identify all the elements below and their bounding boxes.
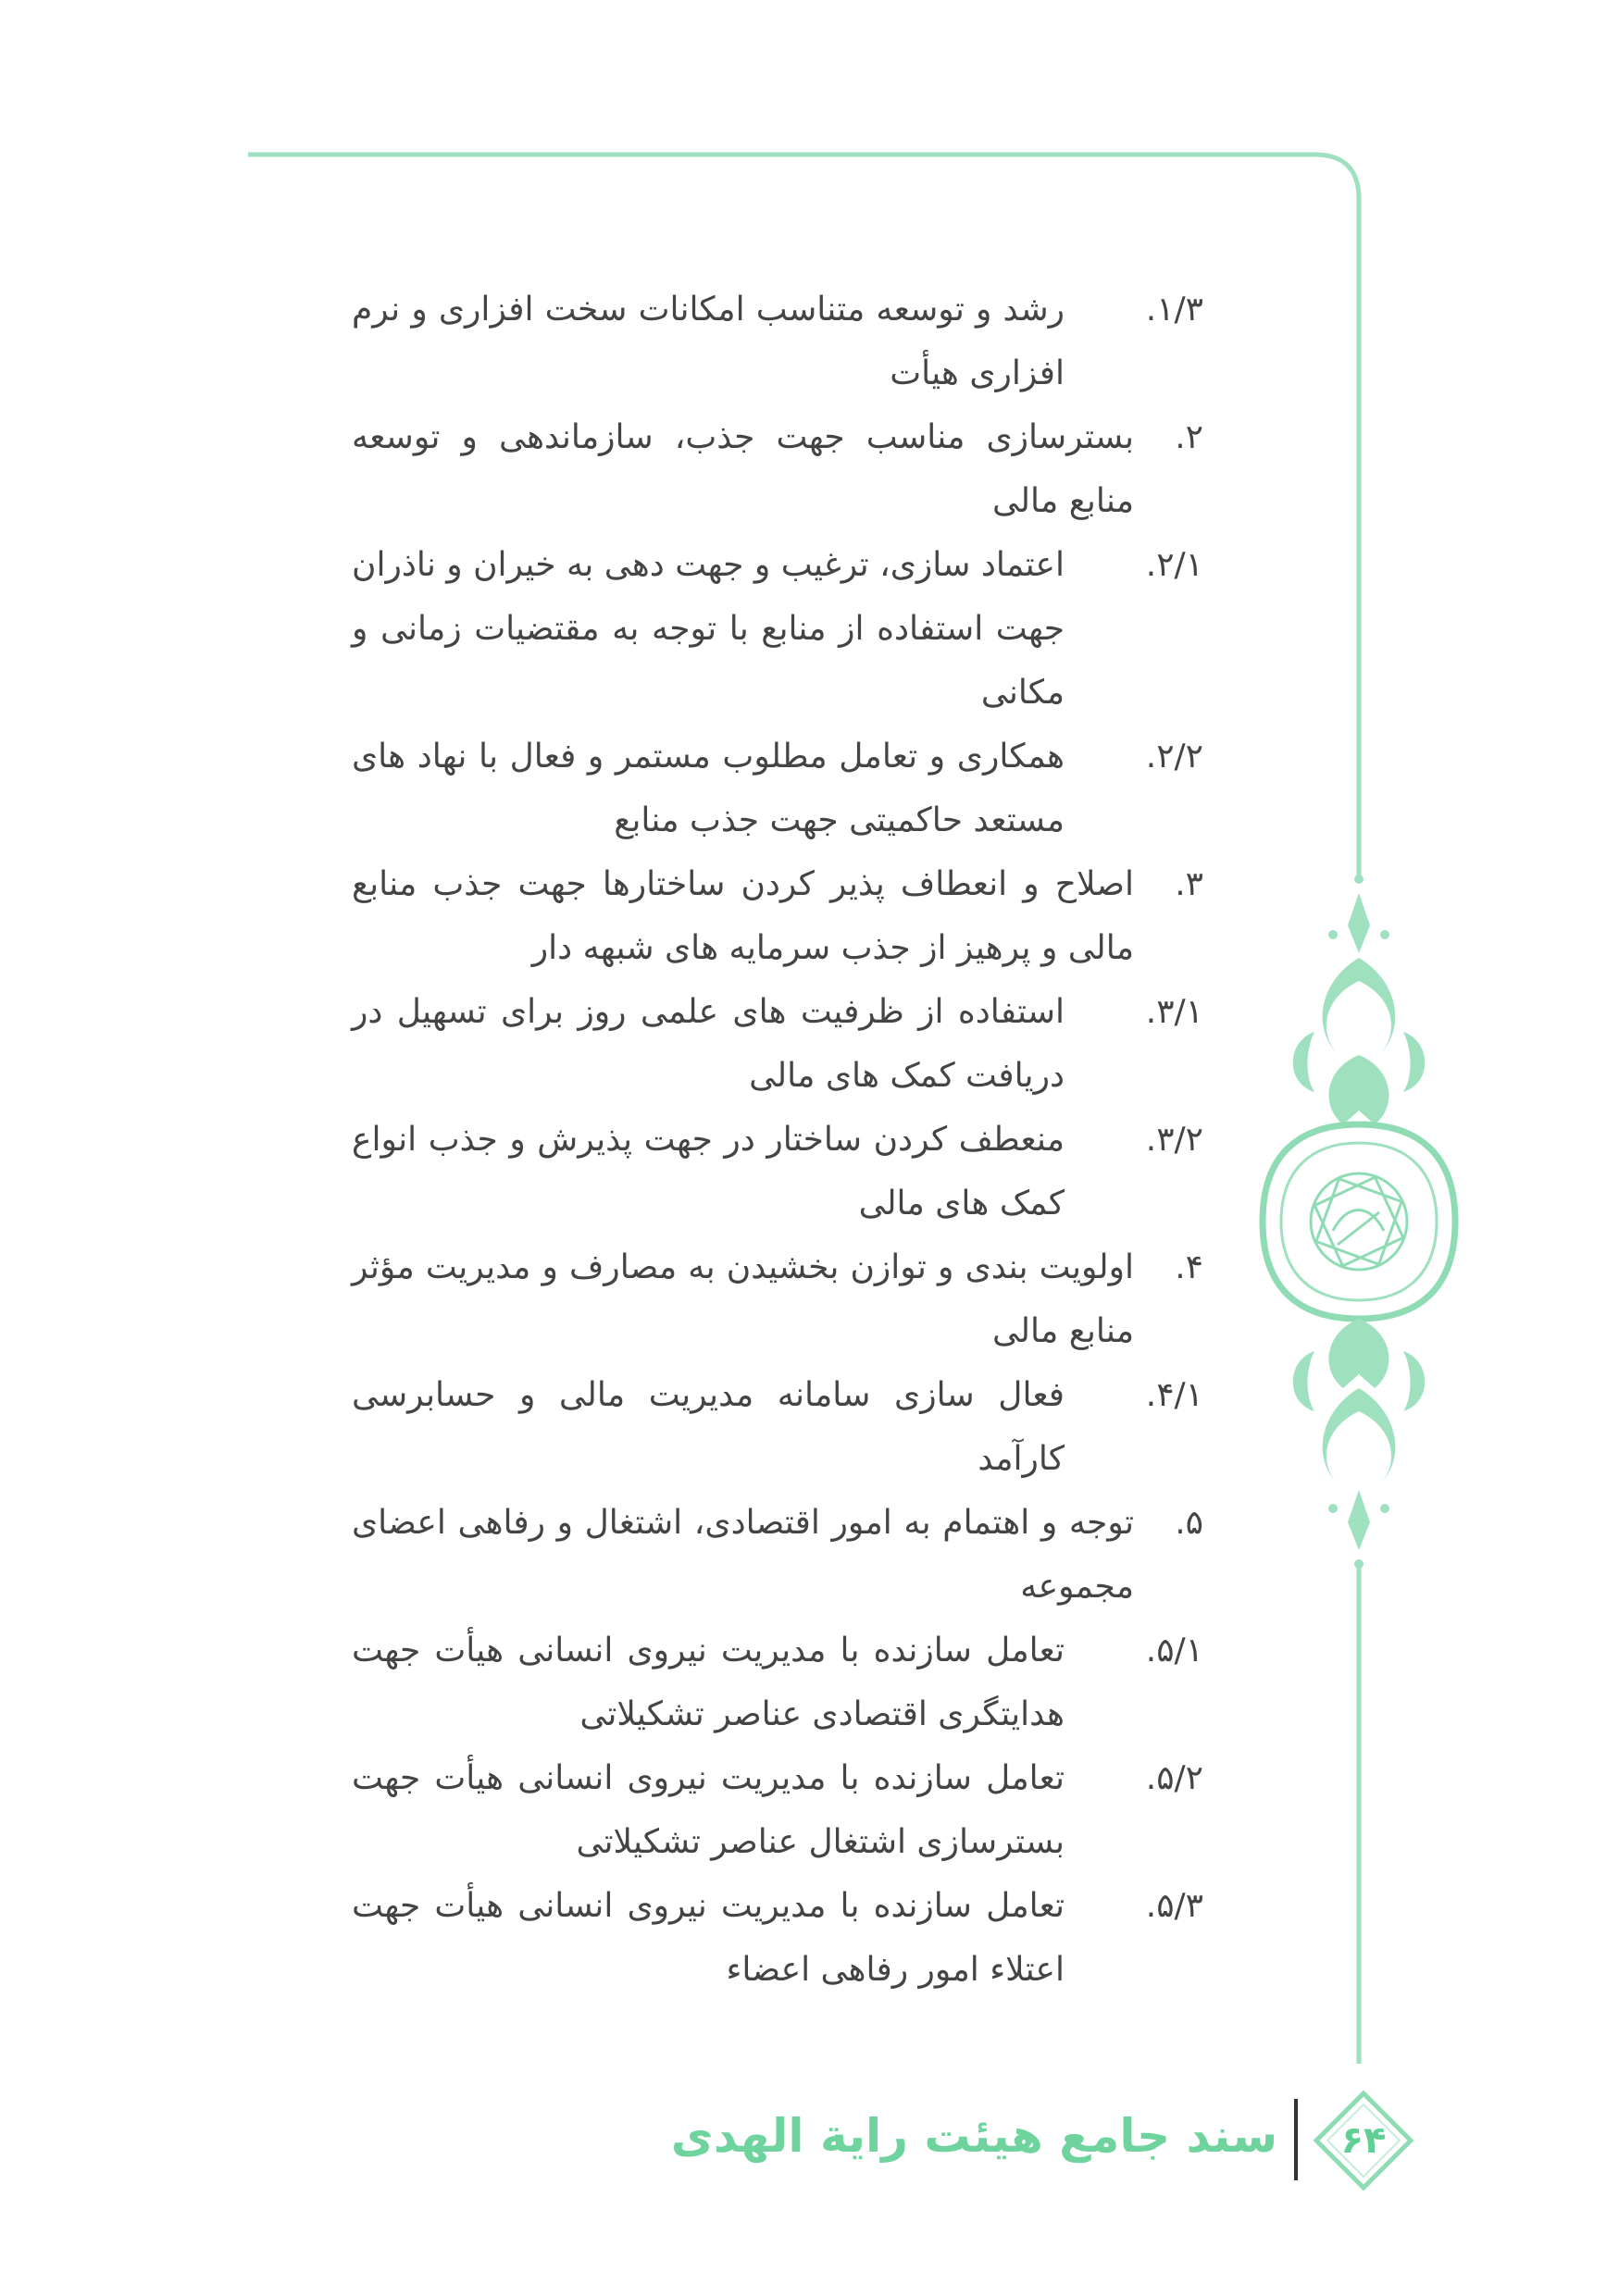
list-item <box>352 980 1203 1108</box>
ornament-emblem <box>1259 870 1472 1573</box>
list-item <box>352 1491 1203 1619</box>
item-text: استفاده از ظرفیت های علمی روز برای تسهیل در دریافت کمک های مالی <box>352 993 1065 1095</box>
item-number: ۲. <box>1175 418 1203 456</box>
item-text: اعتماد سازی، ترغیب و جهت دهی به خیران و ناذران جهت استفاده از منابع با توجه به مقتضیات زمانی و مکانی <box>352 546 1065 712</box>
item-text: اصلاح و انعطاف پذیر کردن ساختارها جهت جذب منابع مالی و پرهیز از جذب سرمایه های شبهه دار <box>352 865 1134 967</box>
item-text: منعطف کردن ساختار در جهت پذیرش و جذب انواع کمک های مالی <box>352 1121 1065 1222</box>
footer-divider <box>1294 2099 1298 2180</box>
item-text: تعامل سازنده با مدیریت نیروی انسانی هیأت جهت هدایتگری اقتصادی عناصر تشکیلاتی <box>352 1632 1065 1733</box>
item-number: ۴/۱. <box>1145 1376 1203 1414</box>
list-item <box>352 1363 1203 1491</box>
item-number: ۵. <box>1175 1504 1203 1542</box>
item-number: ۳/۱. <box>1145 993 1203 1031</box>
list-item <box>352 1108 1203 1235</box>
outline-list <box>352 278 1203 2002</box>
list-item <box>352 852 1203 980</box>
item-number: ۵/۱. <box>1145 1632 1203 1669</box>
document-title: سند جامع هیئت رایة الهدی <box>670 2109 1277 2163</box>
item-text: تعامل سازنده با مدیریت نیروی انسانی هیأت جهت اعتلاء امور رفاهی اعضاء <box>352 1887 1065 1989</box>
list-item <box>352 1874 1203 2002</box>
list-item <box>352 278 1203 405</box>
list-item <box>352 725 1203 852</box>
item-text: توجه و اهتمام به امور اقتصادی، اشتغال و رفاهی اعضای مجموعه <box>352 1504 1134 1606</box>
page-number: ۶۴ <box>1340 2119 1387 2162</box>
item-number: ۵/۳. <box>1145 1887 1203 1925</box>
list-item <box>352 1746 1203 1874</box>
list-item <box>352 405 1203 533</box>
list-item <box>352 1235 1203 1363</box>
item-text: همکاری و تعامل مطلوب مستمر و فعال با نهاد های مستعد حاکمیتی جهت جذب منابع <box>352 738 1065 839</box>
item-text: رشد و توسعه متناسب امکانات سخت افزاری و نرم افزاری هیأت <box>352 291 1065 392</box>
item-text: اولویت بندی و توازن بخشیدن به مصارف و مدیریت مؤثر منابع مالی <box>352 1248 1134 1350</box>
item-text: فعال سازی سامانه مدیریت مالی و حسابرسی کارآمد <box>352 1376 1065 1478</box>
item-number: ۴. <box>1175 1248 1203 1286</box>
list-item <box>352 533 1203 725</box>
item-number: ۳/۲. <box>1145 1121 1203 1159</box>
item-number: ۲/۲. <box>1145 738 1203 776</box>
item-text: تعامل سازنده با مدیریت نیروی انسانی هیأت جهت بسترسازی اشتغال عناصر تشکیلاتی <box>352 1759 1065 1861</box>
item-text: بسترسازی مناسب جهت جذب، سازماندهی و توسعه منابع مالی <box>352 418 1134 520</box>
item-number: ۳. <box>1175 865 1203 903</box>
item-number: ۱/۳. <box>1145 291 1203 329</box>
item-number: ۲/۱. <box>1145 546 1203 584</box>
list-item <box>352 1619 1203 1746</box>
item-number: ۵/۲. <box>1145 1759 1203 1797</box>
